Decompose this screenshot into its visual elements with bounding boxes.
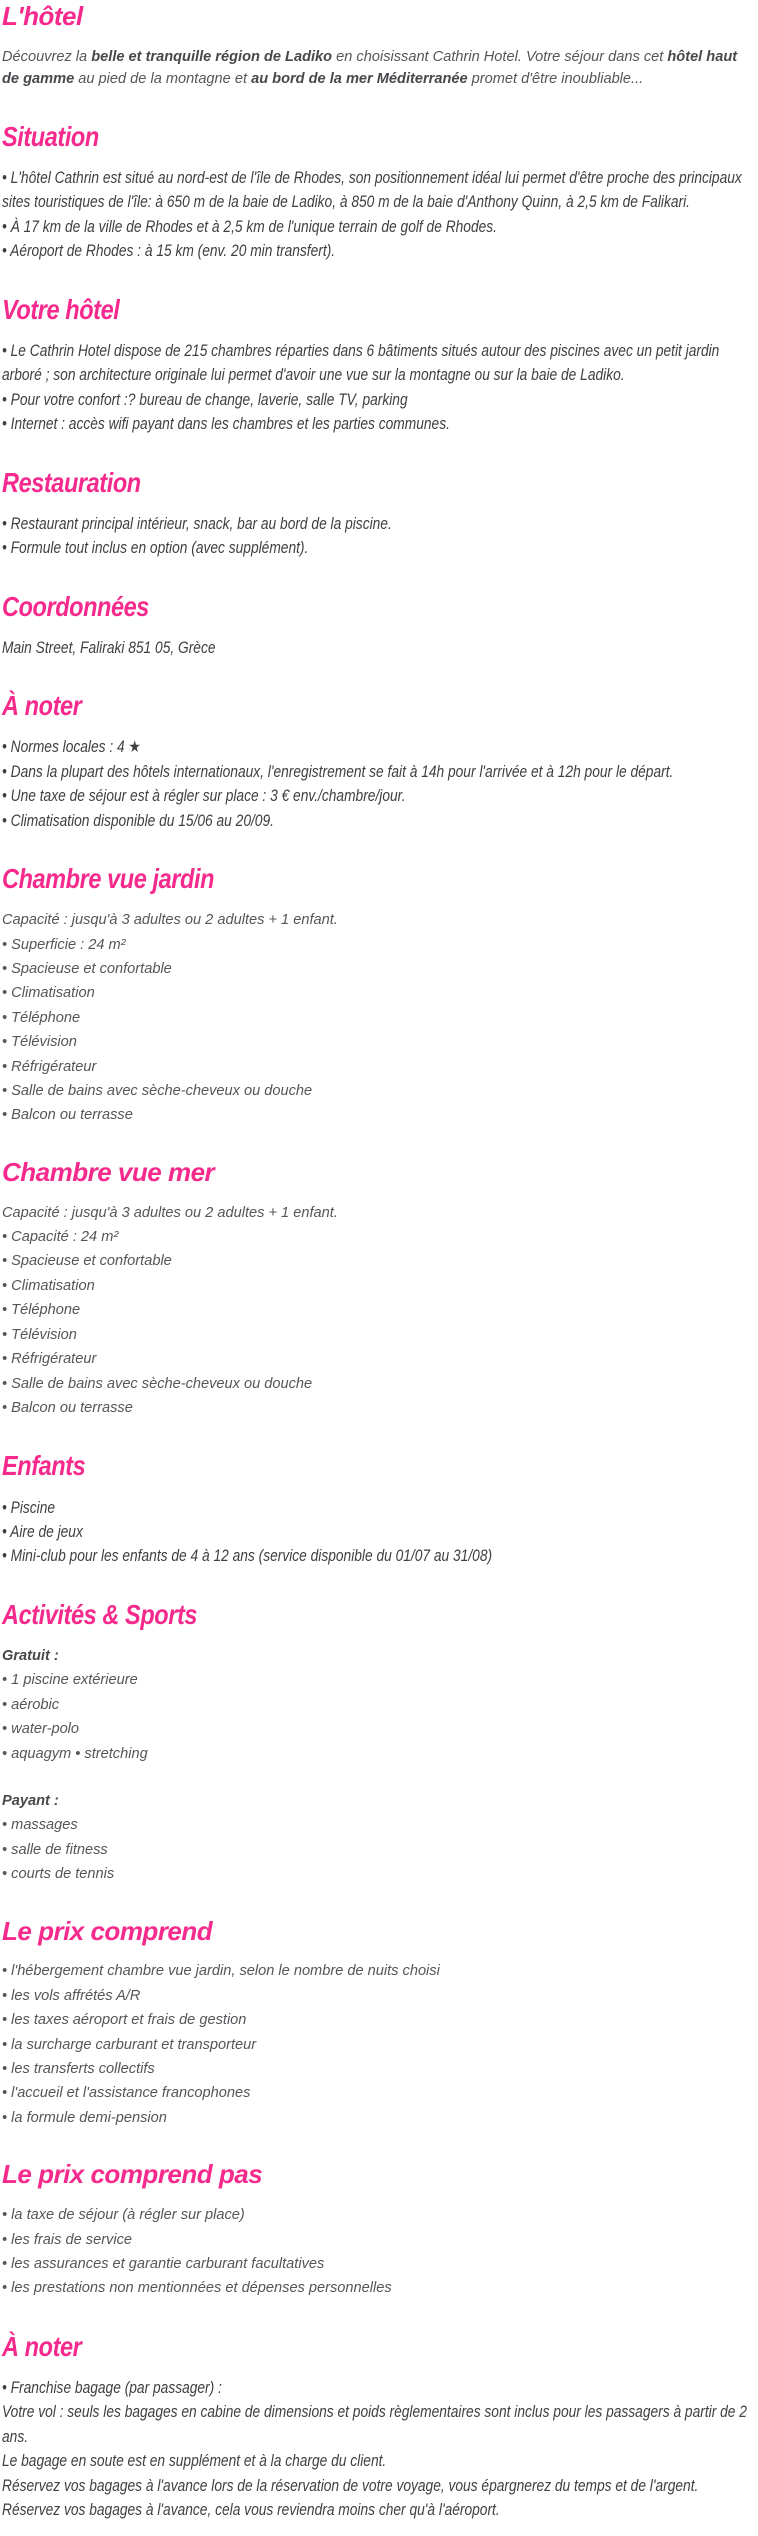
section-heading-activites-sports: Activités & Sports	[2, 1598, 198, 1630]
section-heading-le-prix-comprend: Le prix comprend	[2, 1915, 213, 1946]
text-line: • les prestations non mentionnées et dépenses personnelles	[2, 2280, 392, 2297]
text-line: • Capacité : 24 m²	[2, 1229, 119, 1246]
section-chambre-vue-mer	[2, 1158, 752, 1421]
text-line: • Téléphone	[2, 1009, 81, 1026]
text-block	[2, 339, 752, 437]
text-block	[2, 2203, 752, 2301]
text-line: • Une taxe de séjour est à régler sur place : 3 € env./chambre/jour.	[2, 787, 406, 806]
section-enfants	[2, 1450, 752, 1568]
text-line: Capacité : jusqu'à 3 adultes ou 2 adultes + 1 enfant.	[2, 1204, 338, 1221]
text-line: • Le Cathrin Hotel dispose de 215 chambres réparties dans 6 bâtiments situés autour des piscines avec un petit jardin arboré ; son architecture originale lui permet d'avoir une vue sur la montagne ou sur la baie de Ladiko.	[2, 341, 720, 385]
text-line: • Dans la plupart des hôtels internationaux, l'enregistrement se fait à 14h pour l'arrivée et à 12h pour le départ.	[2, 762, 674, 781]
section-activites-sports	[2, 1599, 752, 1887]
text-line: Le bagage en soute est en supplément et à la charge du client.	[2, 2452, 387, 2471]
section-heading-chambre-vue-jardin: Chambre vue jardin	[2, 862, 215, 894]
text-block	[2, 1813, 752, 1886]
text-block	[2, 1496, 752, 1569]
text-line: • la formule demi-pension	[2, 2109, 167, 2126]
text-line: • Téléphone	[2, 1302, 81, 1319]
section-heading-situation: Situation	[2, 120, 99, 152]
text-line: • 1 piscine extérieure	[2, 1672, 138, 1689]
text-line: • Spacieuse et confortable	[2, 1253, 172, 1270]
text-line: • Climatisation disponible du 15/06 au 20/09.	[2, 811, 274, 830]
text-line: Réservez vos bagages à l'avance, cela vous reviendra moins cher qu'à l'aéroport.	[2, 2501, 500, 2520]
text-line: • Salle de bains avec sèche-cheveux ou douche	[2, 1375, 313, 1392]
section-heading-a-noter-2: À noter	[2, 2330, 82, 2362]
section-chambre-vue-jardin	[2, 863, 752, 1128]
intro-segment: en choisissant Cathrin Hotel. Votre séjour dans cet	[332, 48, 668, 65]
text-block	[2, 735, 752, 833]
text-line: • l'hébergement chambre vue jardin, selon le nombre de nuits choisi	[2, 1963, 440, 1980]
text-line: • water-polo	[2, 1721, 80, 1738]
section-a-noter	[2, 690, 752, 833]
text-line: • massages	[2, 1817, 78, 1834]
text-line: • les assurances et garantie carburant facultatives	[2, 2256, 325, 2272]
section-a-noter-2	[2, 2331, 752, 2523]
hotel-sheet	[2, 2, 752, 2522]
section-heading-le-prix-comprend-pas: Le prix comprend pas	[2, 2159, 263, 2190]
text-line: • Piscine	[2, 1498, 56, 1517]
text-line: • les vols affrétés A/R	[2, 1987, 141, 2004]
section-situation	[2, 121, 752, 264]
text-line: Votre vol : seuls les bagages en cabine de dimensions et poids règlementaires sont inclus pour les passagers à partir de 2 ans.	[2, 2403, 747, 2446]
text-block	[2, 512, 752, 561]
text-line: • la surcharge carburant et transporteur	[2, 2036, 257, 2053]
text-line: • Balcon ou terrasse	[2, 1399, 133, 1416]
intro-segment-bold: au bord de la mer Méditerranée	[251, 71, 468, 88]
text-line: • Formule tout inclus en option (avec supplément).	[2, 539, 309, 558]
text-line: • Réfrigérateur	[2, 1351, 97, 1368]
text-line: • Spacieuse et confortable	[2, 960, 172, 977]
text-line: • les frais de service	[2, 2231, 133, 2248]
intro-segment-bold: belle et tranquille région de Ladiko	[91, 48, 333, 65]
intro-segment: promet d'être inoubliable...	[467, 71, 644, 88]
intro-segment: Découvrez la	[2, 48, 92, 65]
text-line: • les taxes aéroport et frais de gestion	[2, 2012, 247, 2029]
section-lhotel	[2, 2, 752, 91]
section-heading-votre-hotel: Votre hôtel	[2, 293, 120, 325]
text-line: • Mini-club pour les enfants de 4 à 12 ans (service disponible du 01/07 au 31/08)	[2, 1547, 493, 1566]
group-label: Payant :	[2, 1792, 59, 1809]
text-line: • aquagym • stretching	[2, 1745, 148, 1762]
text-line: • salle de fitness	[2, 1841, 108, 1858]
section-heading-a-noter: À noter	[2, 690, 82, 722]
text-line: • les transferts collectifs	[2, 2061, 155, 2078]
text-line: • Normes locales : 4 ★	[2, 738, 141, 757]
text-block	[2, 1959, 752, 2130]
section-heading-lhotel: L'hôtel	[2, 1, 83, 31]
text-line: • Télévision	[2, 1326, 77, 1343]
text-line: • L'hôtel Cathrin est situé au nord-est de l'île de Rhodes, son positionnement idéal lui permet d'être proche des principaux sites touristiques de l'île: à 650 m de la baie de Ladiko, à 850 m de la baie d'Anthony Quinn, à 2,5 km de Falikari.	[2, 169, 742, 212]
section-heading-coordonnees: Coordonnées	[2, 590, 149, 622]
text-line: Main Street, Faliraki 851 05, Grèce	[2, 638, 216, 657]
text-line: • Internet : accès wifi payant dans les chambres et les parties communes.	[2, 415, 450, 434]
text-block	[2, 1201, 752, 1421]
text-line: • Réfrigérateur	[2, 1058, 97, 1075]
text-line: • Salle de bains avec sèche-cheveux ou douche	[2, 1082, 313, 1099]
section-heading-enfants: Enfants	[2, 1450, 86, 1482]
section-le-prix-comprend	[2, 1917, 752, 2131]
text-block	[2, 166, 752, 264]
group-label: Gratuit :	[2, 1647, 59, 1664]
text-line: • À 17 km de la ville de Rhodes et à 2,5 km de l'unique terrain de golf de Rhodes.	[2, 217, 497, 236]
section-heading-restauration: Restauration	[2, 466, 141, 498]
intro-segment: au pied de la montagne et	[74, 71, 252, 88]
text-line: Réservez vos bagages à l'avance lors de la réservation de votre voyage, vous épargnerez du temps et de l'argent.	[2, 2476, 699, 2495]
intro-paragraph	[2, 46, 752, 91]
text-line: • Aéroport de Rhodes : à 15 km (env. 20 min transfert).	[2, 242, 336, 261]
text-line: • Pour votre confort :? bureau de change, laverie, salle TV, parking	[2, 390, 408, 409]
section-heading-chambre-vue-mer: Chambre vue mer	[2, 1156, 215, 1187]
text-line: • aérobic	[2, 1696, 60, 1713]
text-line: • l'accueil et l'assistance francophones	[2, 2085, 251, 2102]
text-line: • Franchise bagage (par passager) :	[2, 2379, 222, 2397]
text-line: • Climatisation	[2, 1277, 95, 1294]
text-block	[2, 1668, 752, 1766]
text-line: • Climatisation	[2, 985, 95, 1002]
text-block	[2, 908, 752, 1128]
text-block	[2, 2376, 752, 2522]
text-line: • Restaurant principal intérieur, snack, bar au bord de la piscine.	[2, 514, 392, 533]
text-line: • courts de tennis	[2, 1866, 115, 1883]
text-line: • la taxe de séjour (à régler sur place)	[2, 2207, 245, 2224]
text-line: Capacité : jusqu'à 3 adultes ou 2 adultes + 1 enfant.	[2, 912, 338, 929]
section-coordonnees	[2, 591, 752, 661]
text-line: • Aire de jeux	[2, 1522, 83, 1541]
text-block	[2, 636, 752, 660]
section-votre-hotel	[2, 294, 752, 437]
section-restauration	[2, 467, 752, 561]
text-line: • Balcon ou terrasse	[2, 1107, 133, 1124]
text-line: • Télévision	[2, 1034, 77, 1051]
intro-segment-bold: hôtel haut de gamme	[2, 48, 738, 88]
section-le-prix-comprend-pas	[2, 2160, 752, 2301]
text-line: • Superficie : 24 m²	[2, 936, 126, 953]
